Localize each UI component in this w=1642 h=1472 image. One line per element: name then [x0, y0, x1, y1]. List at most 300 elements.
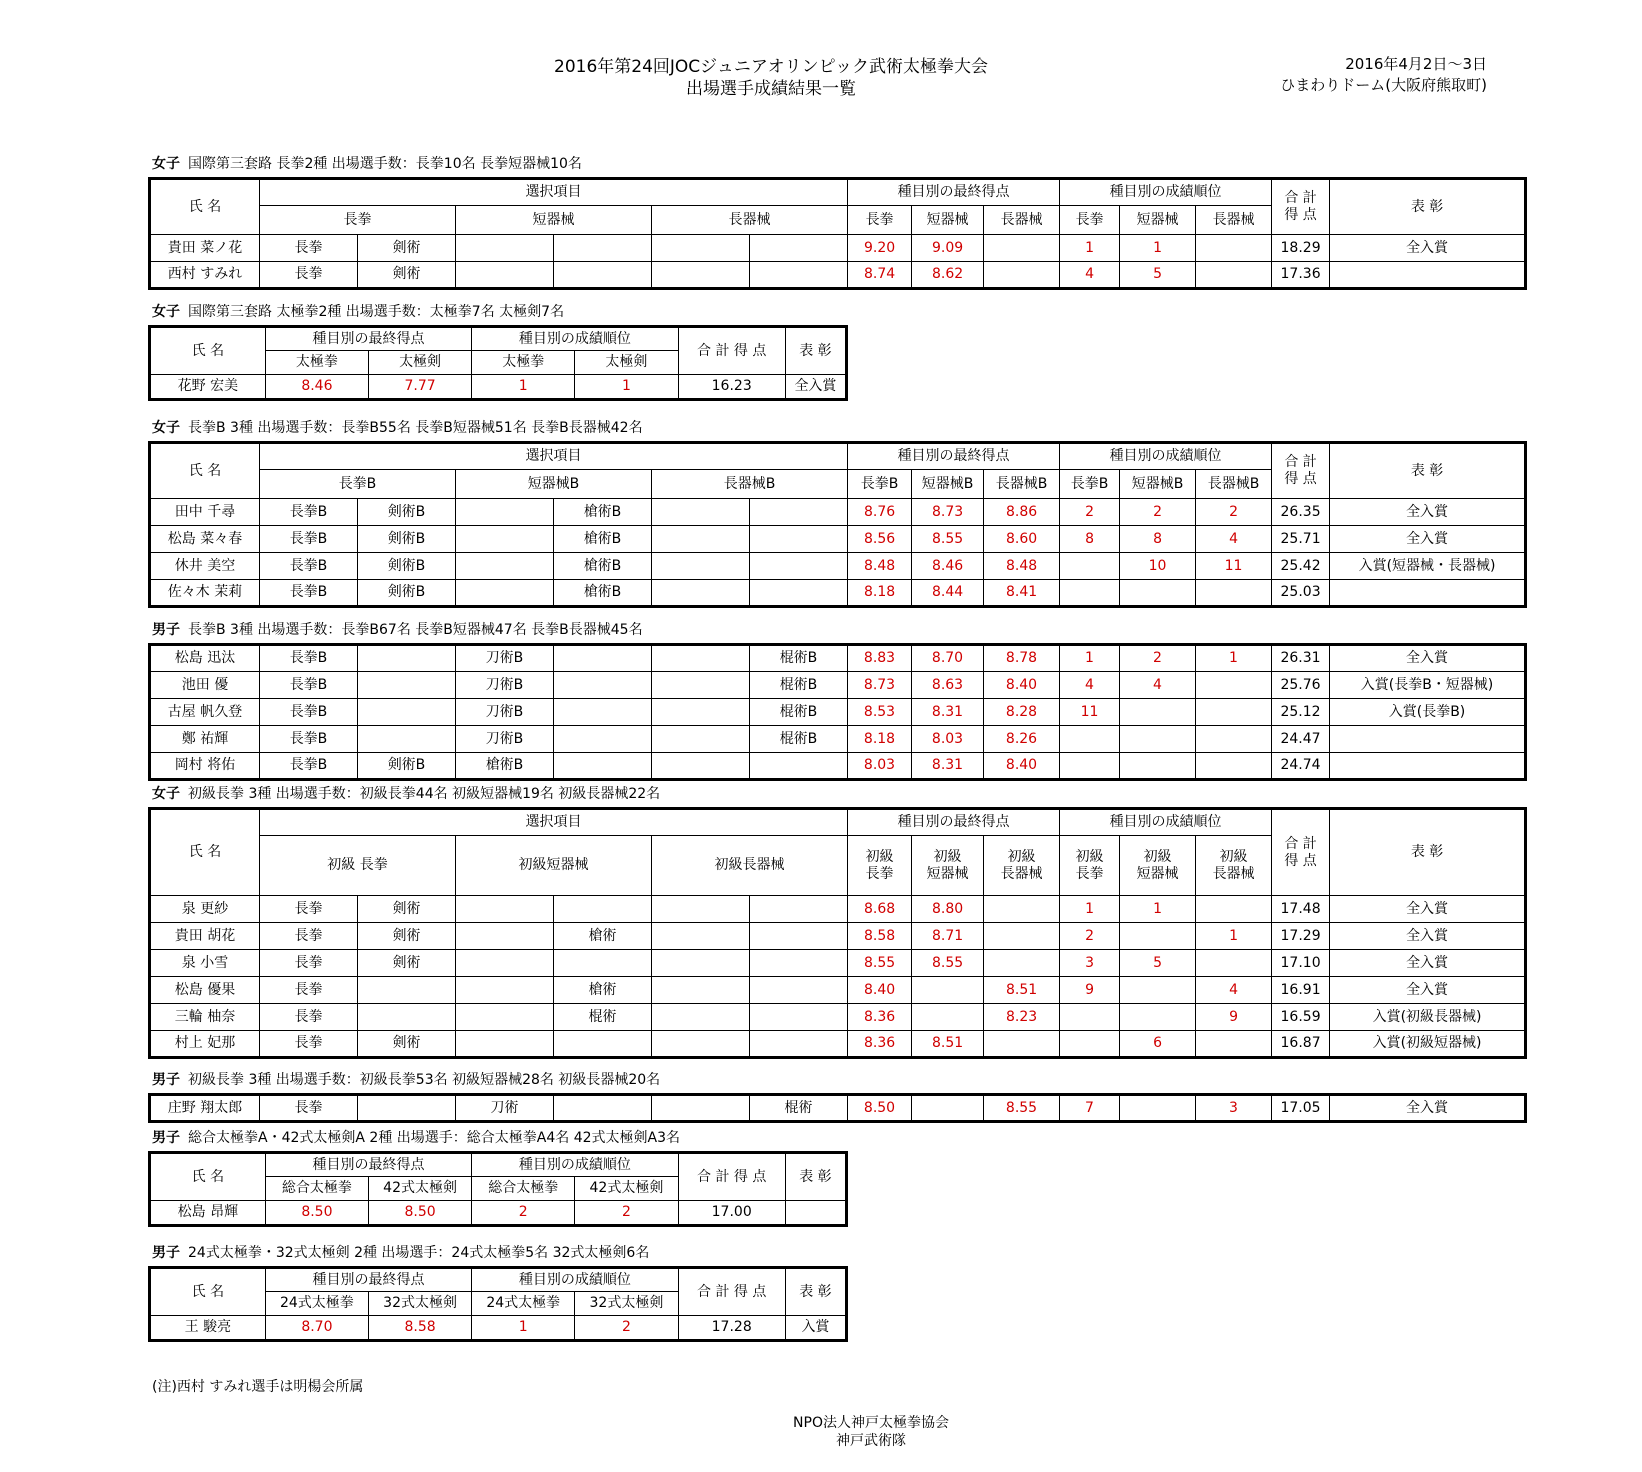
selection-item: [750, 499, 848, 526]
event-rank: 8: [1060, 526, 1120, 553]
award: 全入賞: [1330, 896, 1526, 923]
rank-header: 種目別の成績順位: [1060, 809, 1272, 836]
section-title: [152, 621, 643, 639]
event-score: [912, 1004, 984, 1031]
total-header: 合 計 得 点: [678, 327, 785, 375]
table-row: [150, 977, 1526, 1004]
total-score: 25.71: [1272, 526, 1330, 553]
athlete-name: 三輪 柚奈: [150, 1004, 260, 1031]
selection-item: 長拳: [260, 1004, 358, 1031]
table-row: [150, 580, 1526, 607]
selection-item: 長拳: [260, 977, 358, 1004]
section-title: [152, 419, 643, 437]
event-score: 8.56: [848, 526, 912, 553]
title-line-1: 2016年第24回JOCジュニアオリンピック武術太極拳大会: [554, 57, 988, 77]
selection-item: 剣術B: [358, 553, 456, 580]
selection-item: [358, 699, 456, 726]
total-header: 合 計 得 点: [678, 1268, 785, 1316]
event-score: [984, 262, 1060, 289]
event-score: 8.46: [265, 375, 368, 400]
section-gender: 女子: [152, 156, 180, 172]
selection-item: [358, 672, 456, 699]
results-table: [148, 1151, 848, 1227]
event-rank: 9: [1196, 1004, 1272, 1031]
award: 全入賞: [1330, 645, 1526, 672]
selection-item: [456, 977, 554, 1004]
event-score: 8.28: [984, 699, 1060, 726]
award: 全入賞: [1330, 950, 1526, 977]
event-score: [912, 1095, 984, 1122]
event-score: 8.73: [848, 672, 912, 699]
rank-column-header: 短器械: [1120, 206, 1196, 235]
selection-item: [750, 262, 848, 289]
selection-item: [652, 896, 750, 923]
selection-item: 長拳B: [260, 699, 358, 726]
section-description: 国際第三套路 太極拳2種 出場選手数：太極拳7名 太極剣7名: [188, 304, 565, 320]
selection-item: [358, 726, 456, 753]
event-rank: [1120, 753, 1196, 780]
selection-item: [456, 1004, 554, 1031]
rank-header: 種目別の成績順位: [1060, 443, 1272, 470]
selection-item: 棍術B: [750, 645, 848, 672]
selection-item: [750, 923, 848, 950]
award-header: 表 彰: [785, 1153, 846, 1201]
event-rank: 2: [575, 1201, 678, 1226]
event-rank: [1196, 1031, 1272, 1058]
event-score: 8.78: [984, 645, 1060, 672]
event-rank: [1196, 726, 1272, 753]
event-date: 2016年4月2日～3日: [1345, 55, 1487, 73]
table-row: [150, 699, 1526, 726]
total-header: 合 計 得 点: [1272, 809, 1330, 896]
results-table: [148, 177, 1527, 290]
selection-item: [554, 950, 652, 977]
award: 全入賞: [1330, 977, 1526, 1004]
table-row: [150, 753, 1526, 780]
selection-item: [456, 262, 554, 289]
selection-item: [652, 950, 750, 977]
event-score: 8.18: [848, 580, 912, 607]
score-header: 種目別の最終得点: [265, 1153, 471, 1177]
award: [1330, 580, 1526, 607]
selection-item: [456, 1031, 554, 1058]
footer-org: NPO法人神戸太極拳協会: [793, 1415, 949, 1431]
event-rank: 4: [1060, 672, 1120, 699]
section-gender: 女子: [152, 304, 180, 320]
table-row: [150, 672, 1526, 699]
selection-item: [750, 580, 848, 607]
event-rank: 2: [472, 1201, 575, 1226]
event-rank: [1060, 1031, 1120, 1058]
rank-column-header: 長器械: [1196, 206, 1272, 235]
section-gender: 男子: [152, 1130, 180, 1146]
event-rank: [1060, 753, 1120, 780]
total-score: 16.87: [1272, 1031, 1330, 1058]
event-score: 8.86: [984, 499, 1060, 526]
event-rank: 5: [1120, 950, 1196, 977]
event-score: 8.55: [912, 950, 984, 977]
award: [1330, 753, 1526, 780]
title-line-2: 出場選手成績結果一覧: [686, 79, 856, 99]
selection-item: 棍術B: [750, 672, 848, 699]
score-column-header: 太極拳: [265, 351, 368, 375]
event-score: 8.40: [984, 672, 1060, 699]
selection-item: 剣術: [358, 896, 456, 923]
total-score: 25.42: [1272, 553, 1330, 580]
section-title: [152, 1129, 680, 1147]
name-header: 氏 名: [150, 1268, 266, 1316]
event-score: 8.83: [848, 645, 912, 672]
results-table: [148, 1093, 1527, 1123]
event-score: 8.74: [848, 262, 912, 289]
total-score: 17.48: [1272, 896, 1330, 923]
table-row: [150, 645, 1526, 672]
selection-item: [652, 1095, 750, 1122]
selection-item: 剣術: [358, 950, 456, 977]
event-rank: 11: [1196, 553, 1272, 580]
rank-column-header: 長拳B: [1060, 470, 1120, 499]
event-score: [984, 1031, 1060, 1058]
name-header: 氏 名: [150, 179, 260, 235]
award-header: 表 彰: [1330, 809, 1526, 896]
selection-item: [750, 1031, 848, 1058]
footnote: (注)西村 すみれ選手は明楊会所属: [152, 1379, 364, 1395]
table-row: [150, 262, 1526, 289]
total-header: 合 計 得 点: [678, 1153, 785, 1201]
total-score: 16.91: [1272, 977, 1330, 1004]
event-rank: [1196, 896, 1272, 923]
selection-item: 剣術B: [358, 753, 456, 780]
section-gender: 男子: [152, 622, 180, 638]
section-title: [152, 1244, 649, 1262]
event-score: 8.44: [912, 580, 984, 607]
event-rank: 6: [1120, 1031, 1196, 1058]
selection-item: [652, 526, 750, 553]
selection-item: 棍術: [750, 1095, 848, 1122]
event-rank: 2: [1196, 499, 1272, 526]
score-header: 種目別の最終得点: [265, 327, 471, 351]
selection-item: [750, 235, 848, 262]
section-title: [152, 785, 660, 803]
table-row: [150, 526, 1526, 553]
section-description: 総合太極拳A・42式太極剣A 2種 出場選手：総合太極拳A4名 42式太極剣A3名: [188, 1130, 681, 1146]
event-score: 8.31: [912, 753, 984, 780]
selection-item: [750, 526, 848, 553]
event-rank: 1: [1060, 235, 1120, 262]
rank-column-header: 太極拳: [472, 351, 575, 375]
table-row: [150, 1031, 1526, 1058]
athlete-name: 池田 優: [150, 672, 260, 699]
event-score: [984, 235, 1060, 262]
total-score: 17.00: [678, 1201, 785, 1226]
award: 入賞(長拳B・短器械): [1330, 672, 1526, 699]
section-title: [152, 1071, 660, 1089]
event-score: 8.51: [912, 1031, 984, 1058]
rank-header: 種目別の成績順位: [1060, 179, 1272, 206]
event-score: 8.03: [912, 726, 984, 753]
selection-column-header: 短器械B: [456, 470, 652, 499]
selection-item: [554, 699, 652, 726]
name-header: 氏 名: [150, 443, 260, 499]
athlete-name: 松島 迅汰: [150, 645, 260, 672]
selection-item: [652, 235, 750, 262]
selection-item: 剣術: [358, 235, 456, 262]
selection-item: [652, 262, 750, 289]
selection-item: [750, 896, 848, 923]
event-score: 8.70: [265, 1316, 368, 1341]
total-score: 24.47: [1272, 726, 1330, 753]
table-row: [150, 896, 1526, 923]
event-score: 8.23: [984, 1004, 1060, 1031]
athlete-name: 泉 小雪: [150, 950, 260, 977]
event-score: 8.58: [368, 1316, 471, 1341]
award: 入賞(初級短器械): [1330, 1031, 1526, 1058]
total-score: 17.36: [1272, 262, 1330, 289]
total-score: 16.59: [1272, 1004, 1330, 1031]
event-rank: 1: [575, 375, 678, 400]
score-column-header: 42式太極剣: [368, 1177, 471, 1201]
athlete-name: 鄭 祐輝: [150, 726, 260, 753]
selection-item: 棍術B: [750, 699, 848, 726]
event-rank: [1120, 726, 1196, 753]
selection-item: [554, 262, 652, 289]
selection-item: [554, 753, 652, 780]
event-rank: [1120, 923, 1196, 950]
event-score: 8.58: [848, 923, 912, 950]
event-score: [984, 896, 1060, 923]
selection-item: 槍術B: [554, 499, 652, 526]
rank-column-header: 初級 長器械: [1196, 836, 1272, 896]
selection-item: [554, 1095, 652, 1122]
section-description: 長拳B 3種 出場選手数：長拳B55名 長拳B短器械51名 長拳B長器械42名: [188, 420, 643, 436]
athlete-name: 西村 すみれ: [150, 262, 260, 289]
score-header: 種目別の最終得点: [848, 443, 1060, 470]
name-header: 氏 名: [150, 809, 260, 896]
award-header: 表 彰: [1330, 443, 1526, 499]
total-score: 17.05: [1272, 1095, 1330, 1122]
selection-item: [358, 1004, 456, 1031]
selection-item: [554, 896, 652, 923]
section-description: 初級長拳 3種 出場選手数：初級長拳44名 初級短器械19名 初級長器械22名: [188, 786, 661, 802]
event-score: 8.51: [984, 977, 1060, 1004]
event-score: 8.48: [984, 553, 1060, 580]
event-rank: [1196, 950, 1272, 977]
selection-item: 剣術: [358, 923, 456, 950]
athlete-name: 村上 妃那: [150, 1031, 260, 1058]
event-score: 8.71: [912, 923, 984, 950]
event-rank: [1196, 699, 1272, 726]
selection-item: 長拳B: [260, 499, 358, 526]
selection-column-header: 長器械B: [652, 470, 848, 499]
score-column-header: 24式太極拳: [265, 1292, 368, 1316]
event-score: 8.48: [848, 553, 912, 580]
selection-item: 長拳: [260, 1031, 358, 1058]
event-rank: 4: [1196, 526, 1272, 553]
athlete-name: 岡村 将佑: [150, 753, 260, 780]
selection-item: [456, 896, 554, 923]
event-score: 8.03: [848, 753, 912, 780]
selection-item: [456, 526, 554, 553]
event-score: 9.09: [912, 235, 984, 262]
rank-column-header: 24式太極拳: [472, 1292, 575, 1316]
award: 入賞(長拳B): [1330, 699, 1526, 726]
selection-item: [652, 977, 750, 1004]
name-header: 氏 名: [150, 1153, 266, 1201]
table-row: [150, 499, 1526, 526]
rank-column-header: 初級 短器械: [1120, 836, 1196, 896]
selection-column-header: 初級長器械: [652, 836, 848, 896]
selection-item: [652, 580, 750, 607]
section-description: 初級長拳 3種 出場選手数：初級長拳53名 初級短器械28名 初級長器械20名: [188, 1072, 661, 1088]
award: 全入賞: [1330, 499, 1526, 526]
selection-item: 槍術B: [554, 553, 652, 580]
table-row: [150, 553, 1526, 580]
event-score: 8.40: [848, 977, 912, 1004]
rank-column-header: 短器械B: [1120, 470, 1196, 499]
section-gender: 男子: [152, 1245, 180, 1261]
event-score: [912, 977, 984, 1004]
event-score: 8.68: [848, 896, 912, 923]
event-rank: [1120, 1004, 1196, 1031]
rank-header: 種目別の成績順位: [472, 1153, 678, 1177]
athlete-name: 田中 千尋: [150, 499, 260, 526]
results-table: [148, 643, 1527, 781]
event-rank: 1: [1120, 235, 1196, 262]
section-title: [152, 303, 564, 321]
selection-item: [750, 553, 848, 580]
score-column-header: 初級 長器械: [984, 836, 1060, 896]
athlete-name: 泉 更紗: [150, 896, 260, 923]
section-description: 長拳B 3種 出場選手数：長拳B67名 長拳B短器械47名 長拳B長器械45名: [188, 622, 643, 638]
event-score: [984, 950, 1060, 977]
selection-item: [554, 672, 652, 699]
name-header: 氏 名: [150, 327, 266, 375]
athlete-name: 佐々木 茉莉: [150, 580, 260, 607]
athlete-name: 貴田 胡花: [150, 923, 260, 950]
selection-item: 棍術: [554, 1004, 652, 1031]
event-score: 8.53: [848, 699, 912, 726]
event-rank: 4: [1120, 672, 1196, 699]
section-title: [152, 155, 582, 173]
event-rank: 2: [1120, 499, 1196, 526]
selection-column-header: 短器械: [456, 206, 652, 235]
event-rank: [1196, 262, 1272, 289]
total-score: 17.28: [678, 1316, 785, 1341]
selection-item: [456, 499, 554, 526]
event-rank: 11: [1060, 699, 1120, 726]
selection-item: 長拳B: [260, 526, 358, 553]
athlete-name: 花野 宏美: [150, 375, 266, 400]
event-score: 8.18: [848, 726, 912, 753]
event-score: 8.70: [912, 645, 984, 672]
event-score: 8.41: [984, 580, 1060, 607]
event-rank: [1196, 753, 1272, 780]
event-rank: 3: [1196, 1095, 1272, 1122]
score-column-header: 長器械: [984, 206, 1060, 235]
selection-column-header: 長器械: [652, 206, 848, 235]
score-column-header: 初級 長拳: [848, 836, 912, 896]
selection-item: [652, 645, 750, 672]
total-header: 合 計 得 点: [1272, 443, 1330, 499]
total-score: 24.74: [1272, 753, 1330, 780]
selection-item: [554, 1031, 652, 1058]
event-rank: 8: [1120, 526, 1196, 553]
score-column-header: 短器械B: [912, 470, 984, 499]
selection-item: 長拳: [260, 235, 358, 262]
total-header: 合 計 得 点: [1272, 179, 1330, 235]
selection-item: [750, 1004, 848, 1031]
results-table: [148, 807, 1527, 1059]
event-score: 8.76: [848, 499, 912, 526]
event-rank: 9: [1060, 977, 1120, 1004]
event-rank: [1120, 977, 1196, 1004]
event-rank: [1196, 580, 1272, 607]
award: [1330, 726, 1526, 753]
selection-item: 刀術B: [456, 645, 554, 672]
event-score: 8.50: [368, 1201, 471, 1226]
award: [785, 1201, 846, 1226]
selection-item: [358, 977, 456, 1004]
selection-item: 刀術B: [456, 672, 554, 699]
athlete-name: 古屋 帆久登: [150, 699, 260, 726]
event-rank: 10: [1120, 553, 1196, 580]
event-rank: 1: [1196, 645, 1272, 672]
selection-item: 長拳B: [260, 672, 358, 699]
score-header: 種目別の最終得点: [848, 179, 1060, 206]
selection-item: 刀術: [456, 1095, 554, 1122]
selection-item: 長拳B: [260, 553, 358, 580]
rank-column-header: 42式太極剣: [575, 1177, 678, 1201]
selection-item: 長拳: [260, 1095, 358, 1122]
athlete-name: 松島 昂輝: [150, 1201, 266, 1226]
total-score: 25.03: [1272, 580, 1330, 607]
table-row: [150, 726, 1526, 753]
event-rank: [1120, 1095, 1196, 1122]
event-score: 8.36: [848, 1031, 912, 1058]
event-score: 8.80: [912, 896, 984, 923]
selection-item: 槍術: [554, 923, 652, 950]
selection-item: [358, 645, 456, 672]
event-info: [1280, 54, 1487, 96]
table-row: [150, 923, 1526, 950]
award: 入賞: [785, 1316, 846, 1341]
score-column-header: 32式太極剣: [368, 1292, 471, 1316]
selection-item: [750, 753, 848, 780]
table-row: [150, 1004, 1526, 1031]
rank-column-header: 総合太極拳: [472, 1177, 575, 1201]
section-gender: 女子: [152, 420, 180, 436]
selection-item: 槍術B: [456, 753, 554, 780]
rank-column-header: 太極剣: [575, 351, 678, 375]
event-rank: 2: [1060, 923, 1120, 950]
selection-column-header: 初級 長拳: [260, 836, 456, 896]
selection-item: 長拳B: [260, 726, 358, 753]
event-score: 8.55: [912, 526, 984, 553]
selection-header: 選択項目: [260, 809, 848, 836]
selection-item: 剣術: [358, 1031, 456, 1058]
award: 全入賞: [1330, 235, 1526, 262]
event-score: 8.60: [984, 526, 1060, 553]
total-score: 18.29: [1272, 235, 1330, 262]
event-score: 8.36: [848, 1004, 912, 1031]
event-rank: [1060, 553, 1120, 580]
selection-item: 剣術B: [358, 499, 456, 526]
event-rank: 2: [575, 1316, 678, 1341]
selection-item: 槍術B: [554, 580, 652, 607]
selection-column-header: 長拳: [260, 206, 456, 235]
event-score: 8.31: [912, 699, 984, 726]
score-column-header: 長器械B: [984, 470, 1060, 499]
